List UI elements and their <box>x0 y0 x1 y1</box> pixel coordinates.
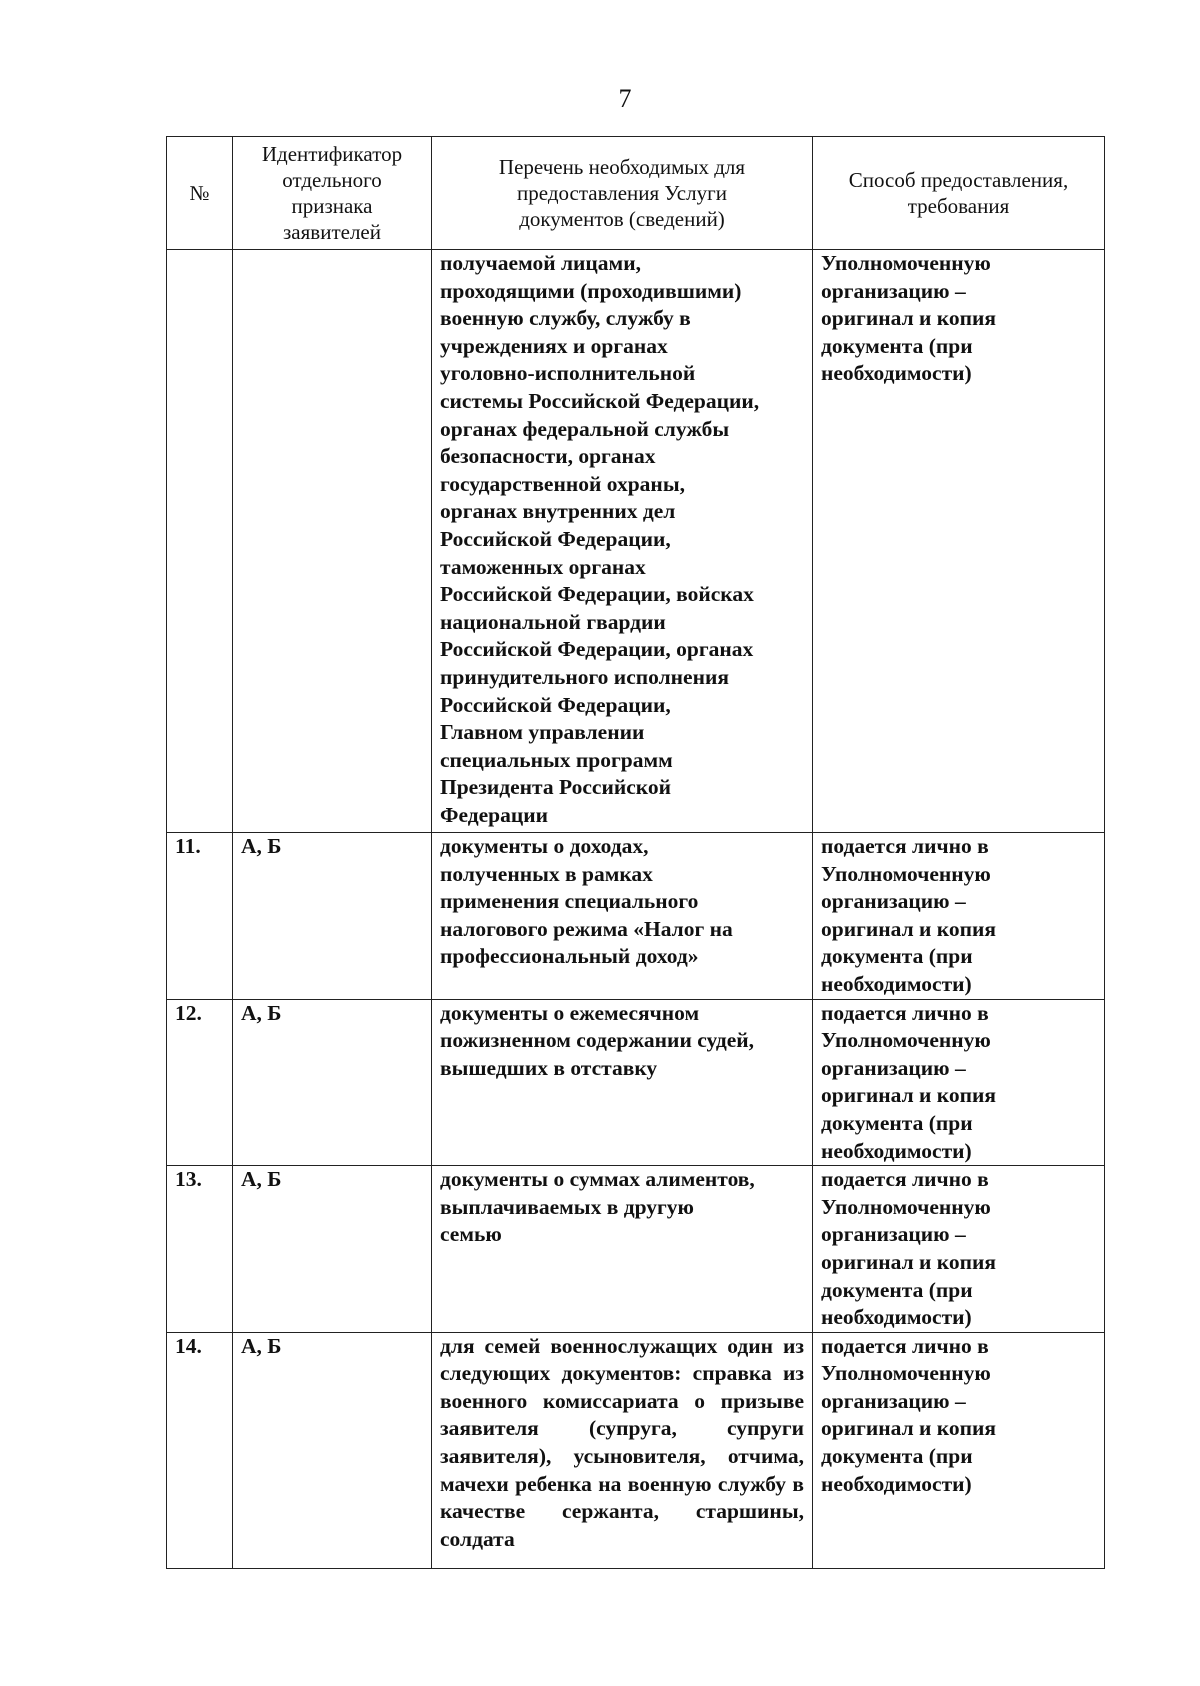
page-number: 7 <box>618 84 632 113</box>
cell-method: подается лично в Уполномоченную организацию – оригинал и копия документа (при необходимости) <box>813 999 1105 1166</box>
cell-number: 12. <box>167 999 233 1166</box>
cell-documents: документы о суммах алиментов, выплачиваемых в другую семью <box>432 1166 813 1333</box>
cell-method: Уполномоченную организацию – оригинал и копия документа (при необходимости) <box>813 250 1105 833</box>
table-row <box>167 1166 1105 1333</box>
table-row <box>167 833 1105 1000</box>
table-row <box>167 1332 1105 1568</box>
documents-table <box>166 136 1105 1569</box>
cell-identifier: А, Б <box>233 999 432 1166</box>
cell-documents: для семей военнослужащих один из следующих документов: справка из военного комиссариата о призыве заявителя (супруга, супруги заявителя), усыновителя, отчима, мачехи ребенка на военную службу в качестве сержанта, старшины, солдата <box>432 1332 813 1568</box>
cell-number <box>167 250 233 833</box>
cell-number: 11. <box>167 833 233 1000</box>
cell-documents: документы о ежемесячном пожизненном содержании судей, вышедших в отставку <box>432 999 813 1166</box>
header-method: Способ предоставления, требования <box>813 137 1105 250</box>
cell-identifier <box>233 250 432 833</box>
header-number: № <box>167 137 233 250</box>
cell-number: 13. <box>167 1166 233 1333</box>
cell-number: 14. <box>167 1332 233 1568</box>
cell-identifier: А, Б <box>233 1332 432 1568</box>
cell-documents: документы о доходах, полученных в рамках применения специального налогового режима «Налог на профессиональный доход» <box>432 833 813 1000</box>
table-row <box>167 999 1105 1166</box>
header-identifier: Идентификатор отдельного признака заявителей <box>233 137 432 250</box>
header-documents: Перечень необходимых для предоставления Услуги документов (сведений) <box>432 137 813 250</box>
cell-method: подается лично в Уполномоченную организацию – оригинал и копия документа (при необходимости) <box>813 1166 1105 1333</box>
cell-method: подается лично в Уполномоченную организацию – оригинал и копия документа (при необходимости) <box>813 1332 1105 1568</box>
cell-identifier: А, Б <box>233 833 432 1000</box>
table-row-continuation <box>167 250 1105 833</box>
cell-documents: получаемой лицами, проходящими (проходившими) военную службу, службу в учреждениях и органах уголовно-исполнительной системы Российской Федерации, органах федеральной службы безопасности, органах государственной охраны, органах внутренних дел Российской Федерации, таможенных органах Российской Федерации, войсках национальной гвардии Российской Федерации, органах принудительного исполнения Российской Федерации, Главном управлении специальных программ Президента Российской Федерации <box>432 250 813 833</box>
cell-identifier: А, Б <box>233 1166 432 1333</box>
table-header-row <box>167 137 1105 250</box>
cell-method: подается лично в Уполномоченную организацию – оригинал и копия документа (при необходимости) <box>813 833 1105 1000</box>
